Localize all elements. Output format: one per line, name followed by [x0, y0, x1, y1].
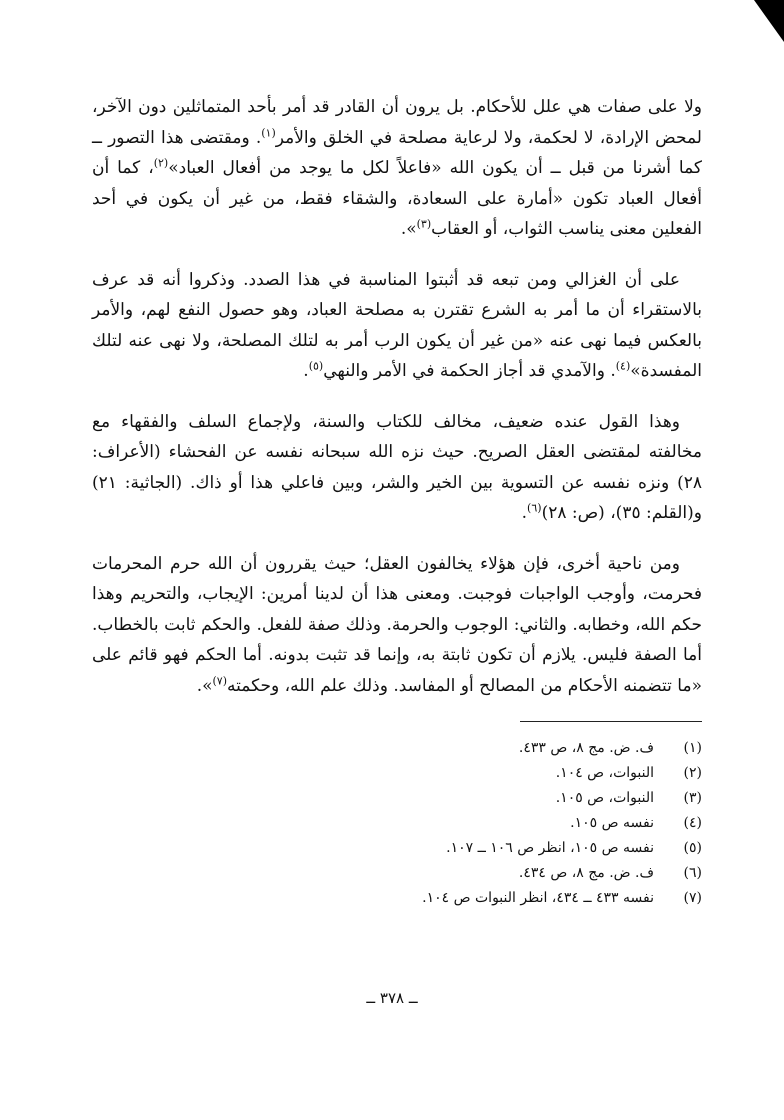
footnote-item [92, 811, 702, 836]
footnote-text: نفسه ص ١٠٥، انظر ص ١٠٦ ــ ١٠٧. [446, 840, 654, 856]
corner-scan-mark [754, 0, 784, 42]
footnote-item [92, 886, 702, 911]
paragraph-4: ومن ناحية أخرى، فإن هؤلاء يخالفون العقل؛ حيث يقررون أن الله حرم المحرمات فحرمت، وأوجب الواجبات فوجبت. ومعنى هذا أن لدينا أمرين: الإيجاب، والتحريم وهذا حكم الله، وخطابه. والثاني: الوجوب والحرمة. وذلك صفة للفعل. والحكم ثابت بالخطاب. أما الصفة فليس. يلازم أن تكون ثابتة به، وإنما قد تثبت بدونه. أما الحكم فهو قائم على «ما تتضمنه الأحكام من المصالح أو المفاسد. وذلك علم الله، وحكمته$^{(٧)}$». [92, 553, 702, 696]
footnote-number: (٦) [683, 865, 702, 881]
footnote-ref-3: (٣) [416, 217, 432, 231]
footnote-divider [520, 721, 702, 722]
page-number: ــ ٣٧٨ ــ [366, 989, 418, 1007]
page-body [92, 92, 702, 911]
footnote-text: نفسه ص ١٠٥. [570, 815, 654, 831]
footnote-item [92, 861, 702, 886]
footnote-item [92, 786, 702, 811]
footnote-number: (٧) [683, 890, 702, 906]
footnote-number: (٥) [683, 840, 702, 856]
footnote-text: ف. ض. مج ٨، ص ٤٣٣. [518, 740, 654, 756]
footnote-number: (١) [683, 740, 702, 756]
paragraph-1: ولا على صفات هي علل للأحكام. بل يرون أن القادر قد أمر بأحد المتماثلين دون الآخر، لمحض الإرادة، لا لحكمة، ولا لرعاية مصلحة في الخلق والأمر$^{(١)}$. ومقتضى هذا التصور ــ كما أشرنا من قبل ــ أن يكون الله «فاعلاً لكل ما يوجد من أفعال العباد»$^{(٢)}$، كما أن أفعال العباد تكون «أمارة على السعادة، والشقاء فقط، من غير أن يكون في أحد الفعلين معنى يناسب الثواب، أو العقاب$^{(٣)}$». [92, 97, 702, 239]
footnote-number: (٤) [683, 815, 702, 831]
footnote-ref-6: (٦) [527, 501, 542, 515]
footnote-text: النبوات، ص ١٠٥. [555, 790, 654, 806]
footnote-text: ف. ض. مج ٨، ص ٤٣٤. [518, 865, 654, 881]
footnote-item [92, 836, 702, 861]
footnote-text: النبوات، ص ١٠٤. [555, 765, 654, 781]
footnote-item [92, 736, 702, 761]
footnote-ref-2: (٢) [153, 156, 169, 170]
footnote-ref-5: (٥) [308, 359, 324, 373]
footnote-ref-1: (١) [261, 125, 276, 139]
footnote-number: (٣) [683, 790, 702, 806]
paragraph-3: وهذا القول عنده ضعيف، مخالف للكتاب والسنة، ولإجماع السلف والفقهاء مع مخالفته لمقتضى العقل الصريح. حيث نزه الله سبحانه نفسه عن الفحشاء (الأعراف: ٢٨) ونزه نفسه عن التسوية بين الخير والشر، وبين فاعلي هذا أو ذاك. (الجاثية: ٢١) و(القلم: ٣٥)، (ص: ٢٨)$^{(٦)}$. [92, 411, 702, 523]
footnote-item [92, 761, 702, 786]
footnote-number: (٢) [683, 765, 702, 781]
footnote-ref-7: (٧) [212, 673, 228, 687]
footnote-ref-4: (٤) [615, 359, 631, 373]
footnote-text: نفسه ٤٣٣ ــ ٤٣٤، انظر النبوات ص ١٠٤. [422, 890, 654, 906]
footnotes [92, 736, 702, 911]
paragraph-2: على أن الغزالي ومن تبعه قد أثبتوا المناسبة في هذا الصدد. وذكروا أنه قد عرف بالاستقراء أن ما أمر به الشرع تقترن به مصلحة العباد، وهو حصول النفع لهم، والأمر بالعكس فيما نهى عنه «من غير أن يكون الرب أمر به لتلك المصلحة، ولا نهى عنه لتلك المفسدة»$^{(٤)}$. والآمدي قد أجاز الحكمة في الأمر والنهي$^{(٥)}$. [92, 269, 702, 381]
